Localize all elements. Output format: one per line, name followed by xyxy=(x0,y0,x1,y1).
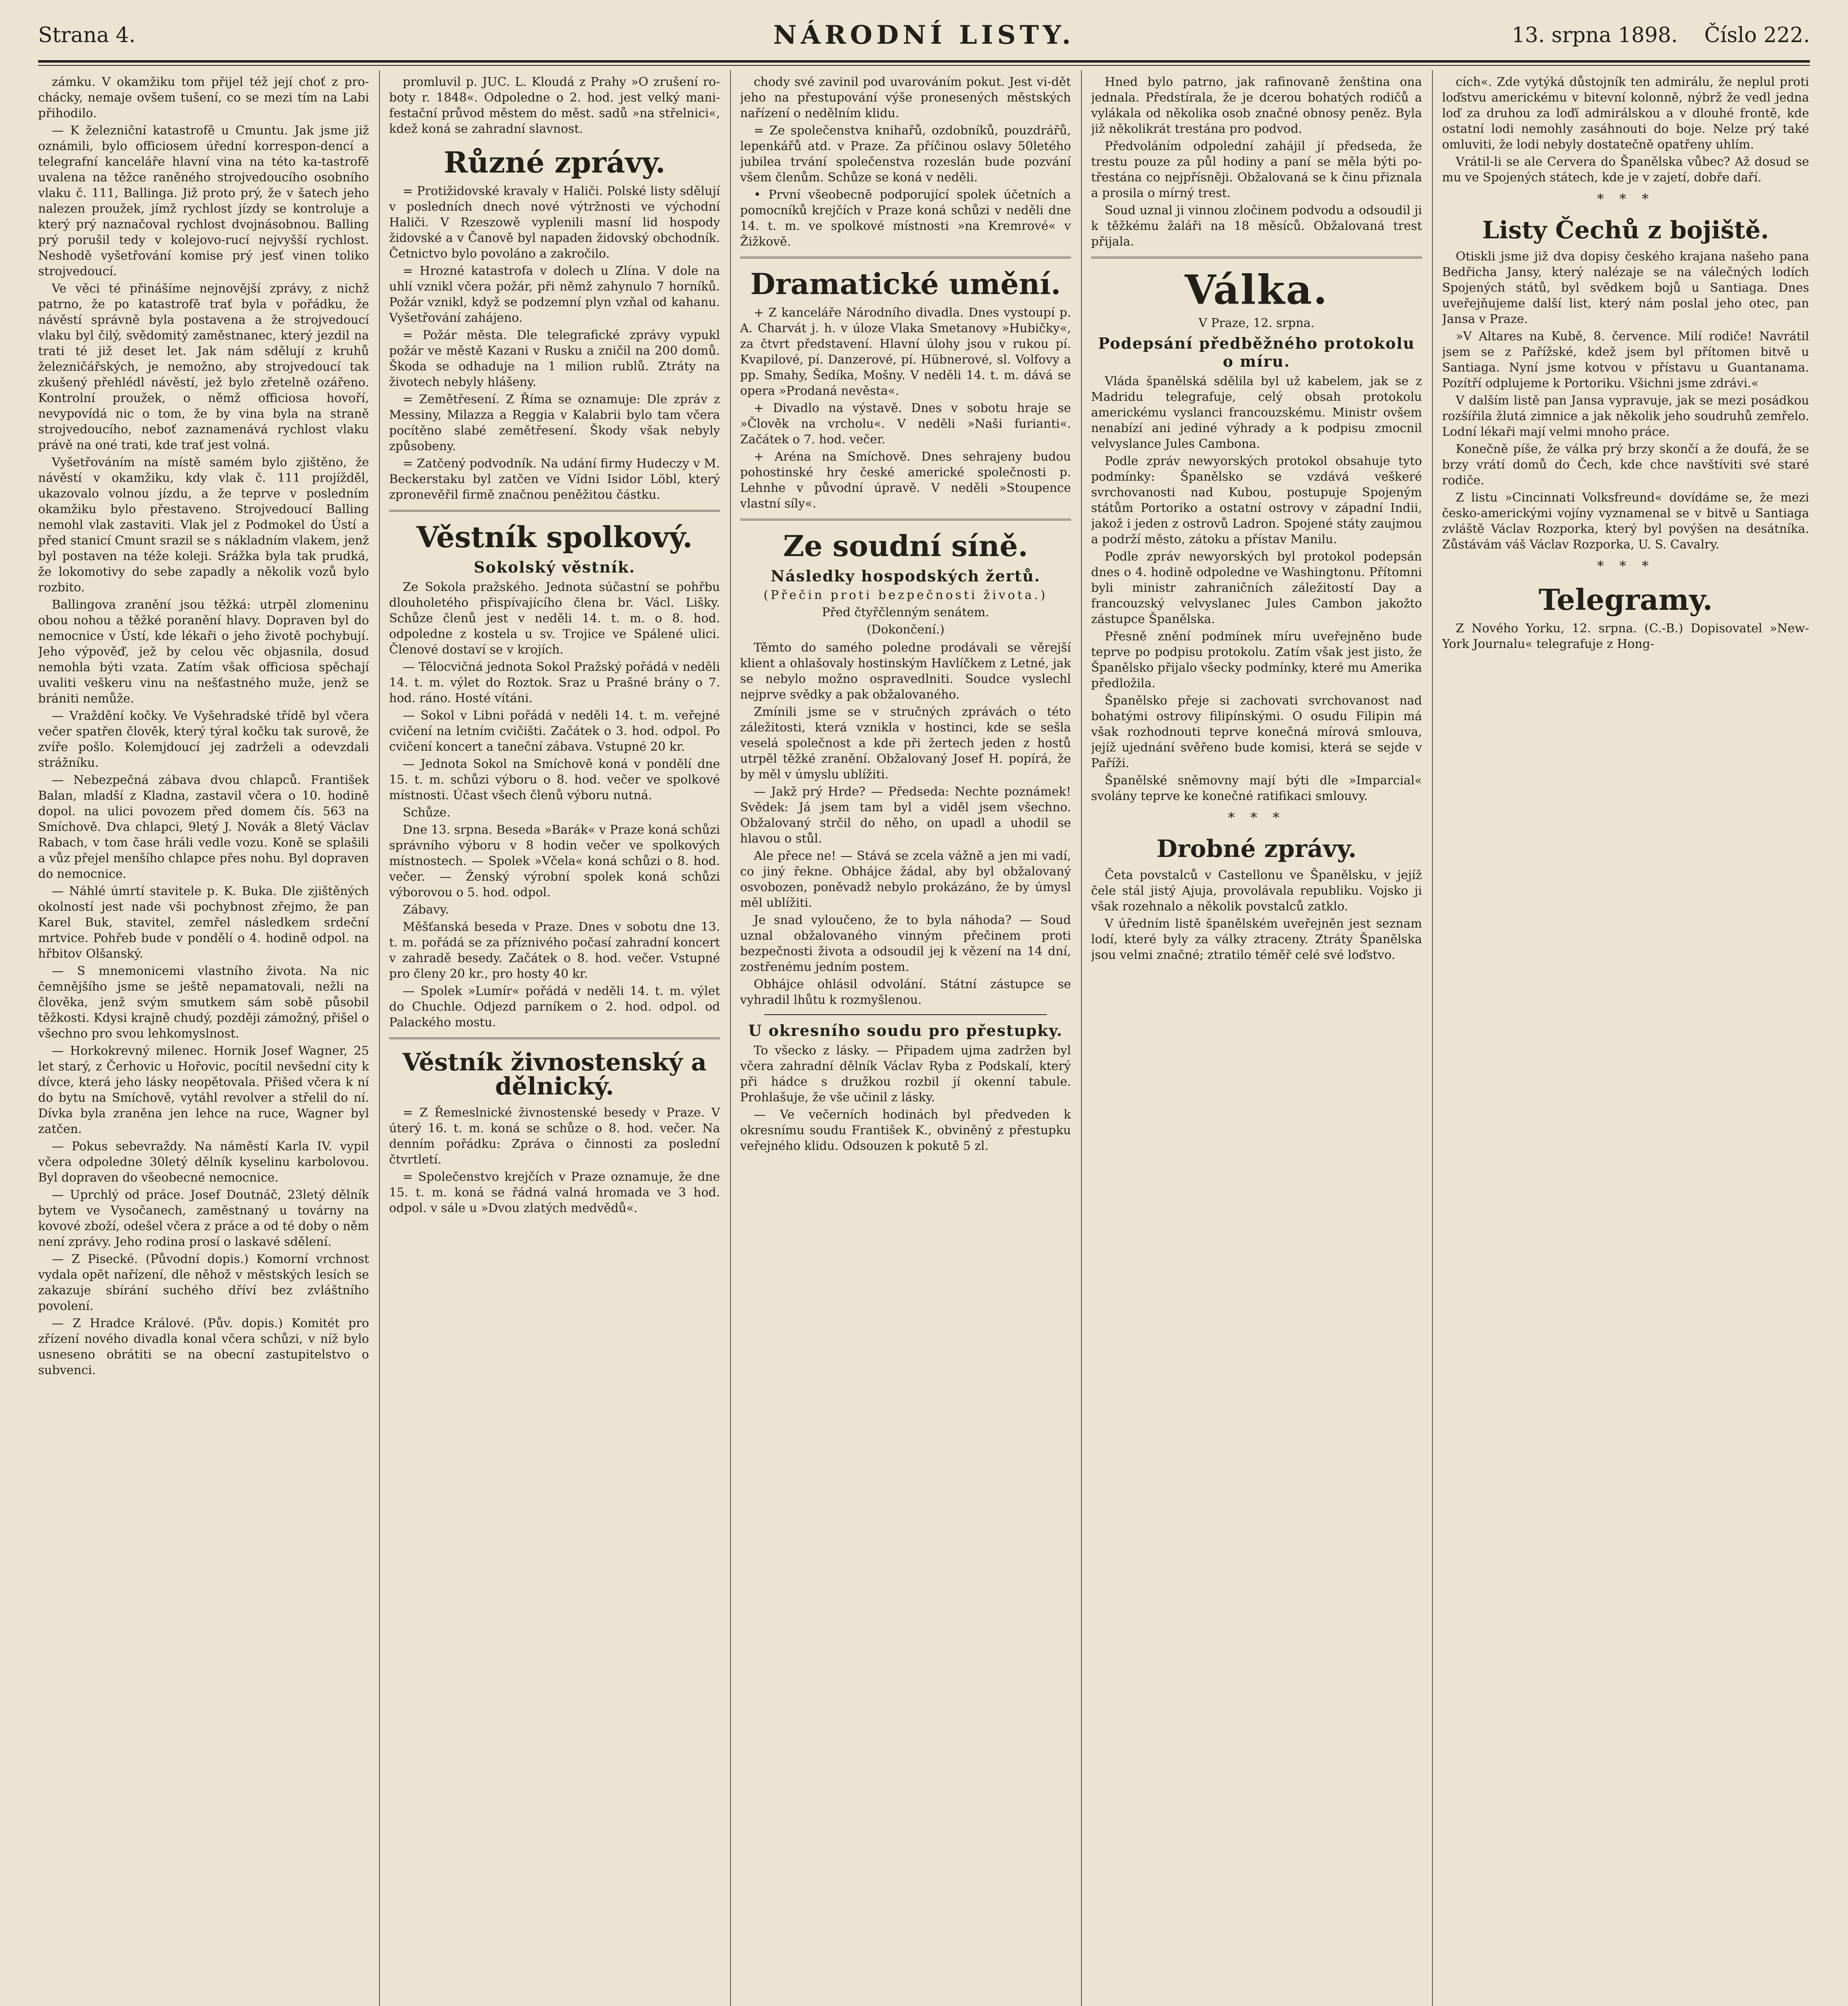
column-3 xyxy=(740,74,1071,2006)
issue-date: 13. srpna 1898. xyxy=(1511,23,1678,47)
paragraph: Ve věci té přinášíme nejnovější zprávy, z nichž patrno, že po katastrofě trať byla v pořádku, že návěstí správně byla postavena a že strojvedoucí vlaku byl čilý, svědomitý zaměstnanec, který jezdil na trati té již deset let. Jak nám sdělují z kruhů železničářských, je nemožno, aby strojvedoucí tak zkušený přehlédl návěstí, jež bylo zřetelně ozářeno. Kontrolní proužek, o němž officiosa hovoří, nevypovídá nic o tom, že by vina byla na straně strojvedoucího, neboť zaznamenává rychlost vlaku právě na oné trati, kde trať jest volná. xyxy=(38,282,369,452)
column-2 xyxy=(389,74,720,2006)
paragraph: — Horkokrevný milenec. Hornik Josef Wagner, 25 let starý, z Čerhovic u Hořovic, pocítil nevšední city k dívce, která jeho lásky neopětovala. Přišed včera k ní do bytu na Smíchově, vytáhl revolver a střelil do ní. Dívka byla zraněna jen lehce na ruce, Wagner byl zatčen. xyxy=(38,1044,369,1136)
court-case-title: Následky hospodských žertů. xyxy=(771,567,1041,585)
paragraph: = Ze společenstva knihařů, ozdobníků, pouzdrářů, lepenkářů atd. v Praze. Za příčinou oslavy 50letého jubilea trvání společenstva rozeslán bude pozvání všem členům. Schůze se koná v neděli. xyxy=(740,124,1071,185)
section-divider xyxy=(389,510,720,512)
paragraph: Těmto do samého poledne prodávali se věrejší klient a ohlašovaly hostinským Havlíčkem z Letné, jak se nebylo možno ospravedlniti. Soudce vyslechl nejprve svědky a pak obžalovaného. xyxy=(740,641,1071,702)
theatre-news xyxy=(740,305,1071,512)
court-case-subtitle: (Přečin proti bezpečnosti života.) xyxy=(763,588,1048,602)
paragraph: Obhájce ohlásil odvolání. Státní zástupce se vyhradil lhůtu k rozmyšlenou. xyxy=(740,977,1071,1007)
paragraph: cích«. Zde vytýká důstojník ten admirálu, že neplul proti loďstvu americkému v bitevní kolonně, nýbrž že vedl jedna loď za druhou za loďí admirálskou a v dlouhé frontě, kde ostatní lodi nemohly zasáhnouti do boje. Nelze prý také omluviti, že lodi nebyly dostatečně opatřeny uhlím. xyxy=(1442,75,1809,152)
paragraph: Vrátil-li se ale Cervera do Španělska vůbec? Až dosud se mu ve Spojených státech, kde je v zajetí, dobře daří. xyxy=(1442,155,1809,185)
section-heading-valka: Válka. xyxy=(1185,266,1329,313)
running-header xyxy=(38,20,1810,60)
paragraph: Je snad vyloučeno, že to byla náhoda? — Soud uznal obžalovaného vinným přečinem proti bezpečnosti života a odsoudil jej k vězení na 14 dní, zostřenému jedním postem. xyxy=(740,913,1071,974)
paragraph: V úředním listě španělském uveřejněn jest seznam lodí, které byly za války ztraceny. Ztráty Španělska jsou velmi značné; ztratilo téměř celé své loďstvo. xyxy=(1091,917,1422,962)
column-rule xyxy=(730,70,731,2006)
paragraph: Ze Sokola pražského. Jednota súčastní se pohřbu dlouholetého přispívajícího člena br. Václ. Lišky. Schůze členů jest v neděli 14. t. m. o 8. hod. odpoledne z kostela u sv. Trojice ve Spálené ulici. Členové dostaví se v krojích. xyxy=(389,580,720,657)
article-headline: Podepsání předběžného protokolu o míru. xyxy=(1098,334,1415,370)
issue-info xyxy=(1512,23,1810,47)
war-news xyxy=(1091,374,1422,804)
paragraph: Schůze. xyxy=(403,806,451,820)
paragraph: — Nebezpečná zábava dvou chlapců. František Balan, mladší z Kladna, zastavil včera o 10. hodině dopol. na ulici povozem před domem čís. 563 na Smíchově. Dva chlapci, 9letý J. Novák a 8letý Václav Rabach, v tom čase hráli vedle vozu. Koně se splašili a vůz přejel menšího chlapce přes nohu. Byl dopraven do nemocnice. xyxy=(38,773,369,881)
separator-stars: * * * xyxy=(1228,810,1285,826)
paragraph: Předvoláním odpolední zahájil jí předseda, že trestu pouze za půl hodiny a paní se měla býti po-třestána co nejpřísněji. Obžalovaná se k činu přiznala a prosila o mírný trest. xyxy=(1091,139,1422,200)
paragraph: = Z Řemeslnické živnostenské besedy v Praze. V úterý 16. t. m. koná se schůze o 8. hod. večer. Na denním pořádku: Zpráva o činnosti za poslední čtvrtletí. xyxy=(389,1106,720,1167)
paragraph: To všecko z lásky. — Připadem ujma zadržen byl včera zahradní dělník Václav Ryba z Podskalí, který při hádce s družkou rozbil jí okenní tabule. Prohlašuje, že vše učinil z lásky. xyxy=(740,1044,1071,1105)
page-number: Strana 4. xyxy=(38,23,136,47)
news-items xyxy=(38,74,369,1378)
paragraph: Četa povstalců v Castellonu ve Španělsku, v jejíž čele stál jistý Ajuja, provolávala republiku. Vojsko ji však rozehnalo a několik povstalců zatklo. xyxy=(1091,868,1422,914)
paragraph: = Požár města. Dle telegrafické zprávy vypukl požár ve městě Kazani v Rusku a zničil na 200 domů. Škoda se odhaduje na 1 milion rublů. Ztráty na životech nebyly hlášeny. xyxy=(389,328,720,389)
paragraph: Dne 13. srpna. Beseda »Barák« v Praze koná schůzi správního výboru v 8 hodin večer ve spolkových místnostech. — Spolek »Včela« koná schůzi o 8. hod. večer. — Ženský výrobní spolek koná schůzi výborovou o 5. hod. odpol. xyxy=(389,823,720,899)
section-heading-listy-cechu: Listy Čechů z bojiště. xyxy=(1482,216,1769,244)
paragraph: Soud uznal ji vinnou zločinem podvodu a odsoudil ji k těžkému žaláři na 18 měsíců. Obžalovaná trest přijala. xyxy=(1091,203,1422,249)
column-rule xyxy=(1081,70,1082,2006)
paragraph: Otiskli jsme již dva dopisy českého krajana našeho pana Bedřicha Jansy, který nalézaje se na válečných lodích Spojených států, byl svědkem bojů u Santiaga. Dnes uveřejňujeme další list, který nám poslal jeho otec, pan Jansa v Praze. xyxy=(1442,250,1809,326)
paragraph: — K železniční katastrofě u Cmuntu. Jak jsme již oznámili, bylo officiosem úřední korrespon-dencí a telegrafní kanceláře hlavní vina na této ka-tastrofě uvalena na těžce raněného strojvedoucího osobního vlaku č. 111, Ballinga. Již proto prý, že v šatech jeho nalezen proužek, jímž rychlost jízdy se kontroluje a který prý naznačoval rychlost dvojnásobnou. Balling prý porušil tedy v kolejovo-rucí nejvyšší rychlost. Neshodě vyšetřování komise prý jesť vinen toliko strojvedoucí. xyxy=(38,124,369,278)
section-heading-vestnik-spolkovy: Věstník spolkový. xyxy=(416,520,693,554)
continuation-note: (Dokončení.) xyxy=(866,623,945,637)
section-heading-dramaticke-umeni: Dramatické umění. xyxy=(750,267,1061,301)
paragraph: = Zemětřesení. Z Říma se oznamuje: Dle zpráv z Messiny, Milazza a Reggia v Kalabrii bylo tam včera pocítěno slabé zemětřesení. Škody však nebyly způsobeny. xyxy=(389,392,720,453)
trade-notices xyxy=(389,1105,720,1216)
issue-number: Číslo 222. xyxy=(1704,23,1810,47)
letters-from-battlefield xyxy=(1442,249,1809,552)
column-1 xyxy=(38,74,369,2006)
news-items xyxy=(389,183,720,503)
paragraph: Z Nového Yorku, 12. srpna. (C.-B.) Dopisovatel »New-York Journalu« telegrafuje z Hong- xyxy=(1442,621,1809,651)
section-heading-drobne-zpravy: Drobné zprávy. xyxy=(1156,835,1357,863)
separator-stars: * * * xyxy=(1597,191,1654,207)
section-divider xyxy=(740,519,1071,520)
paragraph: Ballingova zranění jsou těžká: utrpěl zlomeninu obou nohou a těžké poranění hlavy. Dopraven byl do nemocnice v Ústí, kde lékaři o jeho životě pochybují. Jeho výpověď, jež by celou věc objasnila, dosud nemohla býti vzata. Zatím však officiosa spěchají uvaliti veškeru vinu na nešťastného muže, jenž se brániti nemůže. xyxy=(38,598,369,706)
paragraph: — Jednota Sokol na Smíchově koná v pondělí dne 15. t. m. schůzi výboru o 8. hod. večer ve spolkové místnosti. Účast všech členů výboru nutná. xyxy=(389,757,720,802)
paragraph: — Uprchlý od práce. Josef Doutnáč, 23letý dělník bytem ve Vysočanech, zaměstnaný u továrny na kovové zboží, odešel včera z práce a od té doby o něm není zprávy. Jeho rodina prosí o laskavé sdělení. xyxy=(38,1188,369,1249)
paragraph: • První všeobecně podporující spolek účetních a pomocníků krejčích v Praze koná schůzi v neděli dne 14. t. m. ve spolkové místnosti »na Kremrové« v Žižkově. xyxy=(740,188,1071,249)
paragraph: — Z Pisecké. (Původní dopis.) Komorní vrchnost vydala opět nařízení, dle něhož v městských lesích se zakazuje sbírání suchého dříví bez zvláštního povolení. xyxy=(38,1252,369,1313)
paragraph: Španělské sněmovny mají býti dle »Imparcial« svolány teprve ke konečné ratifikaci smlouvy. xyxy=(1091,774,1422,803)
paragraph: Z listu »Cincinnati Volksfreund« dovídáme se, že mezi česko-americkými vojíny vyznamenal se v bitvě u Santiaga zvláště Václav Rozporka, který byl povýšen na desátníka. Zůstávám váš Václav Rozporka, U. S. Cavalry. xyxy=(1442,491,1809,552)
paragraph: — Tělocvičná jednota Sokol Pražský pořádá v neděli 14. t. m. výlet do Roztok. Sraz u Prašné brány o 7. hod. ráno. Hosté vítáni. xyxy=(389,660,720,705)
paragraph: Měšťanská beseda v Praze. Dnes v sobotu dne 13. t. m. pořádá se za příznivého počasí zahradní koncert v zahradě besedy. Začátek o 8. hod. večer. Vstupné pro členy 20 kr., pro hosty 40 kr. xyxy=(389,920,720,981)
continued-text xyxy=(740,74,1071,250)
paragraph: zámku. V okamžiku tom přijel též její choť z pro-chácky, nemaje ovšem tušení, co se mezi tím na Labi přihodilo. xyxy=(38,75,369,120)
paragraph: — Jakž prý Hrde? — Předseda: Nechte poznámek! Svědek: Já jsem tam byl a viděl jsem všechno. Obžalovaný strčil do něho, on upadl a uhodil se hlavou o stůl. xyxy=(740,785,1071,846)
paragraph: + Z kanceláře Národního divadla. Dnes vystoupí p. A. Charvát j. h. v úloze Vlaka Smetanovy »Hubičky«, za čtvrt představení. Hlavní úlohy jsou v rukou pí. Kvapilové, pí. Danzerové, pí. Hübnerové, sl. Volfovy a pp. Smahy, Šedíka, Mošny. V neděli 14. t. m. dává se opera »Prodaná nevěsta«. xyxy=(740,306,1071,398)
paragraph: chody své zavinil pod uvarováním pokut. Jest vi-dět jeho na přestupování výše pronesených městských nařízení o nedělním klidu. xyxy=(740,75,1071,120)
paragraph: — Náhlé úmrtí stavitele p. K. Buka. Dle zjištěných okolností jest nade vši pochybnost zřejmo, že pan Karel Buk, stavitel, zemřel následkem srdeční mrtvice. Pohřeb bude v pondělí o 4. hodině odpol. na hřbitov Olšanský. xyxy=(38,884,369,961)
section-heading-vestnik-zivnostensky: Věstník živnostenský a dělnický. xyxy=(402,1048,707,1100)
telegrams xyxy=(1442,621,1809,652)
petty-court-report xyxy=(740,1043,1071,1154)
paragraph: Podle zpráv newyorských protokol obsahuje tyto podmínky: Španělsko se vzdává veškeré svrchovanosti nad Kubou, postupuje Spojeným státům Portoriko a ostatní ostrovy v západní Indii, jakož i jeden z ostrovů Ladron. Spojené státy zaujmou a podrží město, zátoku a přístav Manilu. xyxy=(1091,454,1422,546)
paragraph: — S mnemonicemi vlastního života. Na nic čemnějšího jsme se ještě nepamatovali, nežli na člověka, jenž svým smutkem sám sobě působil těžkosti. Kdysi krajně chudý, později zámožný, přišel o všechno pro svou lehkomyslnost. xyxy=(38,964,369,1041)
paragraph: Vyšetřováním na místě samém bylo zjištěno, že návěstí v okamžiku, kdy vlak č. 111 projížděl, ukazovalo volnou jízdu, a že teprve v posledním okamžiku bylo přestaveno. Strojvedoucí Balling nemohl vlak zastaviti. Vlak jel z Podmokel do Ústí a před stanicí Cmunt srazil se s nákladním vlakem, jenž byl postaven na téže koleji. Srážka byla tak prudká, že lokomotivy do sebe zapadly a několik vozů bylo rozbito. xyxy=(38,455,369,595)
continued-text xyxy=(389,74,720,137)
court-senate: Před čtyřčlenným senátem. xyxy=(822,605,990,619)
column-4 xyxy=(1091,74,1422,2006)
separator-stars: * * * xyxy=(1597,558,1654,574)
paragraph: + Divadlo na výstavě. Dnes v sobotu hraje se »Člověk na vrcholu«. V neděli »Naši furianti«. Začátek o 7. hod. večer. xyxy=(740,401,1071,447)
section-divider xyxy=(1091,257,1422,258)
divider xyxy=(764,1014,1047,1015)
section-divider xyxy=(389,1038,720,1039)
column-5 xyxy=(1442,74,1809,2006)
paragraph: Ale přece ne! — Stává se zcela vážně a jen mi vadí, co jiný řekne. Obhájce žádal, aby byl obžalovaný osvobozen, poněvadž nebylo prokázáno, že by úmysl měl ublížiti. xyxy=(740,849,1071,910)
continued-text xyxy=(1442,74,1809,185)
newspaper-title: NÁRODNÍ LISTY. xyxy=(773,20,1075,50)
section-heading-ruzne-zpravy: Různé zprávy. xyxy=(444,145,665,179)
paragraph: — Pokus sebevraždy. Na náměstí Karla IV. vypil včera odpoledne 30letý dělník kyselinu karbolovou. Byl dopraven do všeobecné nemocnice. xyxy=(38,1139,369,1185)
short-news xyxy=(1091,867,1422,963)
paragraph: + Aréna na Smíchově. Dnes sehrajeny budou pohostinské hry české americké společnosti p. Lehnhe v původní úpravě. V neděli »Stoupence vlastní síly«. xyxy=(740,450,1071,511)
continued-text xyxy=(1091,74,1422,250)
paragraph: = Protižidovské kravaly v Haliči. Polské listy sdělují v posledních dnech nové výtržnosti ve východní Haliči. V Rzeszowě vyplenili masní lid hospody židovské a v Čanově byl napaden židovský obchodník. Četnictvo bylo povoláno a zakročilo. xyxy=(389,184,720,261)
paragraph: = Společenstvo krejčích v Praze oznamuje, že dne 15. t. m. koná se řádná valná hromada ve 3 hod. odpol. v sále u »Dvou zlatých medvědů«. xyxy=(389,1170,720,1215)
paragraph: = Hrozné katastrofa v dolech u Zlína. V dole na uhlí vznikl včera požár, při němž zahynulo 7 horníků. Požár vznikl, když se podzemní plyn vzňal od kahanu. Vyšetřování zahájeno. xyxy=(389,264,720,325)
paragraph: Hned bylo patrno, jak rafinovaně ženština ona jednala. Předstírala, že je dcerou bohatých rodičů a vylákala od několika osob značné obnosy peněz. Byla již několikrát trestána pro podvod. xyxy=(1091,75,1422,136)
subsection-heading: Sokolský věstník. xyxy=(474,558,635,576)
paragraph: Zmínili jsme se v stručných zprávách o této záležitosti, která vznikla v hostinci, kde se sešla veselá společnost a kde při žertech jeden z hostů utrpěl těžké zranění. Obžalovaný Josef H. popírá, že by měl v úmyslu ublížiti. xyxy=(740,705,1071,782)
paragraph: Vláda španělská sdělila byl už kabelem, jak se z Madridu telegrafuje, celý obsah protokolu americkému vyslanci francouzskému. Ministr ovšem nenabízí ani jediné výhrady a k podpisu zmocnil velvyslance Jules Cambona. xyxy=(1091,374,1422,451)
paragraph: promluvil p. JUC. L. Kloudá z Prahy »O zrušení ro-boty r. 1848«. Odpoledne o 2. hod. jest velký mani-festační průvod městem do měst. sadů »na střelnici«, kdež koná se zahradní slavnost. xyxy=(389,75,720,136)
section-divider xyxy=(740,257,1071,258)
court-report xyxy=(740,640,1071,1008)
paragraph: — Vraždění kočky. Ve Vyšehradské třídě byl včera večer spatřen člověk, který týral kočku tak surově, že zvíře pošlo. Kolemjdoucí jej zadrželi a odevzdali strážníku. xyxy=(38,709,369,770)
club-notices xyxy=(389,579,720,1030)
paragraph: Zábavy. xyxy=(403,903,449,917)
paragraph: Konečně píše, že válka prý brzy skončí a že doufá, že se brzy vrátí domů do Čech, kde chce navštíviti své staré rodiče. xyxy=(1442,442,1809,487)
column-rule xyxy=(379,70,380,2006)
dateline: V Praze, 12. srpna. xyxy=(1198,316,1315,330)
subsection-heading-okresni-soud: U okresního soudu pro přestupky. xyxy=(748,1021,1063,1040)
header-rule xyxy=(38,60,1810,66)
paragraph: Podle zpráv newyorských byl protokol podepsán dnes o 4. hodině odpoledne ve Washingtonu. Přítomni byli ministr zahraničních záležitostí Day a francouzský velvyslanec Jules Cambon jakožto zástupce Španělska. xyxy=(1091,550,1422,626)
paragraph: — Ve večerních hodinách byl předveden k okresnímu soudu František K., obviněný z přestupku veřejného klidu. Odsouzen k pokutě 5 zl. xyxy=(740,1108,1071,1153)
section-heading-ze-soudni-sine: Ze soudní síně. xyxy=(783,529,1028,563)
paragraph: »V Altares na Kubě, 8. července. Milí rodiče! Navrátil jsem se z Pařížské, kdež jsem byl přítomen bitvě u Santiaga. Nyní jsme kotvou v přístavu u Guantanama. Pozítří odplujeme k Portoriku. Všichni jsme zdrávi.« xyxy=(1442,329,1809,390)
paragraph: — Spolek »Lumír« pořádá v neděli 14. t. m. výlet do Chuchle. Odjezd parníkem o 2. hod. odpol. od Palackého mostu. xyxy=(389,984,720,1029)
paragraph: = Zatčený podvodník. Na udání firmy Hudeczy v M. Beckerstaku byl zatčen ve Vídni Isidor Löbl, který zpronevěřil firmě značnou peněžitou částku. xyxy=(389,457,720,502)
column-rule xyxy=(1432,70,1433,2006)
paragraph: Španělsko přeje si zachovati svrchovanost nad bohatými ostrovy filipínskými. O osudu Filipin má však rozhodnouti teprve konečná mírová smlouva, jejíž ujednání svěřeno bude komisi, která se sejde v Paříži. xyxy=(1091,694,1422,770)
section-heading-telegramy: Telegramy. xyxy=(1538,583,1713,617)
paragraph: V dalším listě pan Jansa vypravuje, jak se mezi posádkou rozšířila žlutá zimnice a jak několik jeho soudruhů zemřelo. Lodní lékaři mají velmi mnoho práce. xyxy=(1442,394,1809,439)
paragraph: Přesně znění podmínek míru uveřejněno bude teprve po podpisu protokolu. Zatím však jest jisto, že Španělsko přijalo všecky podmínky, které mu Amerika předložila. xyxy=(1091,629,1422,690)
paragraph: — Z Hradce Králové. (Pův. dopis.) Komitét pro zřízení nového divadla konal včera schůzi, v níž bylo usneseno obrátiti se na obecní zastupitelstvo o subvenci. xyxy=(38,1316,369,1377)
paragraph: — Sokol v Libni pořádá v neděli 14. t. m. veřejné cvičení na letním cvičišti. Začátek o 3. hod. odpol. Po cvičení koncert a taneční zábava. Vstupné 20 kr. xyxy=(389,709,720,754)
